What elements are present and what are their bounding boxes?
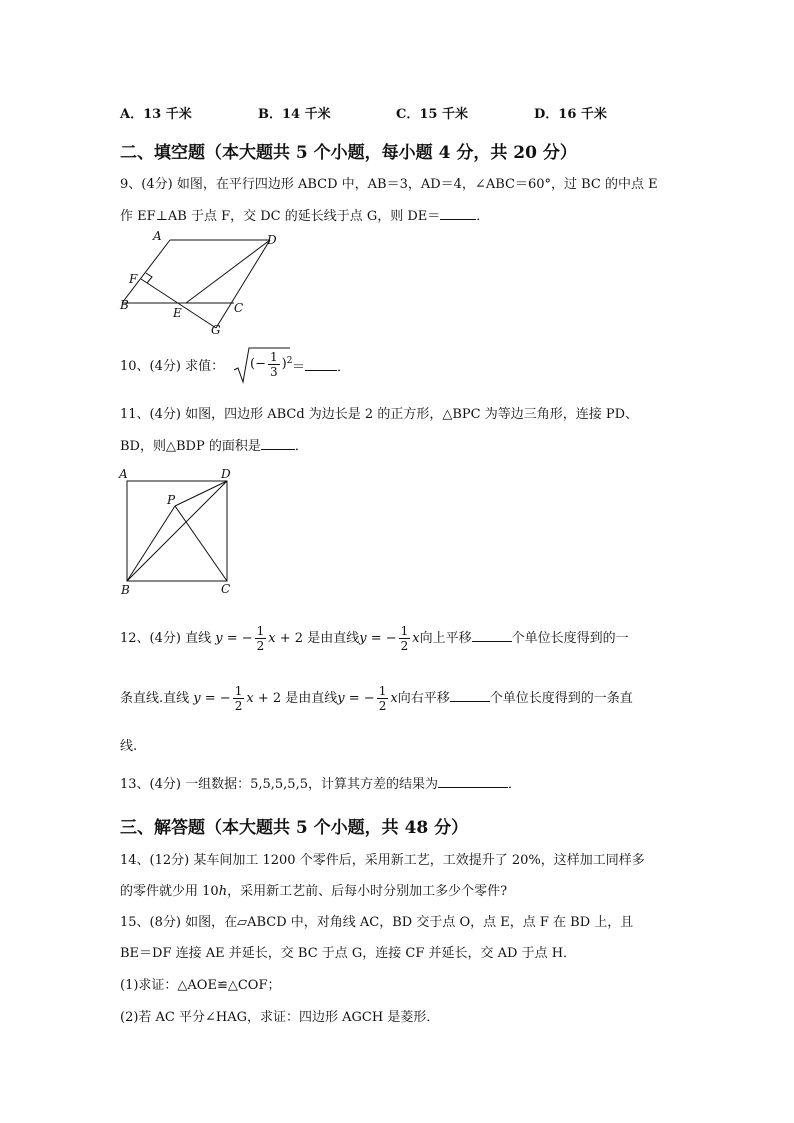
option-b: B．14 千米 bbox=[258, 107, 331, 122]
q12-eq-4: = − bbox=[344, 691, 375, 706]
q12-blank-2 bbox=[450, 689, 490, 702]
q12-prefix: 12、(4分) 直线 bbox=[120, 631, 212, 646]
q14-line2-b: ，采用新工艺前、后每小时分别加工多少个零件? bbox=[227, 884, 508, 899]
q15-line3: (1)求证：△AOE≌△COF； bbox=[120, 978, 281, 993]
q12-tail1: 个单位长度得到的一 bbox=[511, 631, 629, 646]
q13-line bbox=[120, 775, 521, 794]
q15-line2: BE＝DF 连接 AE 并延长，交 BC 于点 G，连接 CF 并延长，交 AD 于点 H． bbox=[120, 946, 577, 961]
q12-frac-4-num: 1 bbox=[378, 684, 387, 698]
q12-frac-4 bbox=[377, 684, 389, 713]
q9-end: ． bbox=[476, 209, 490, 224]
q9-segment-de bbox=[186, 240, 270, 303]
q12-frac-3-num: 1 bbox=[234, 684, 243, 698]
q12-x-4: x bbox=[390, 691, 398, 706]
q13-prefix: 13、(4分) 一组数据： bbox=[120, 777, 251, 792]
q11-figure bbox=[115, 464, 245, 600]
q12-line2 bbox=[120, 680, 633, 718]
q13-data: 5,5,5,5,5 bbox=[250, 777, 308, 792]
q12-y-2: y bbox=[359, 631, 367, 646]
q12-frac-4-den: 2 bbox=[378, 699, 387, 713]
q11-answer-blank bbox=[261, 437, 295, 450]
q9-answer-blank bbox=[440, 207, 476, 220]
q12-x-1: x bbox=[268, 631, 276, 646]
q10-num: 1 bbox=[269, 350, 278, 364]
q10-radicand bbox=[250, 350, 292, 384]
option-a: A．13 千米 bbox=[120, 107, 192, 122]
q12-eq-2: = − bbox=[366, 631, 397, 646]
q12-eq-3: = − bbox=[200, 691, 231, 706]
option-c: C．15 千米 bbox=[396, 107, 468, 122]
q11-diagonal-bd bbox=[127, 481, 227, 581]
q9-label-b: B bbox=[120, 298, 129, 312]
q11-label-p: P bbox=[167, 493, 176, 507]
q10-eq: ＝ bbox=[292, 360, 306, 375]
q12-right: 向右平移 bbox=[397, 691, 450, 706]
q12-eq-1: = − bbox=[222, 631, 253, 646]
q9-label-d: D bbox=[267, 233, 277, 247]
q12-frac-3-den: 2 bbox=[234, 699, 243, 713]
q9-line2-text: 作 EF⊥AB 于点 F，交 DC 的延长线于点 G，则 DE＝ bbox=[120, 209, 441, 224]
q12-y-4: y bbox=[337, 691, 345, 706]
q12-frac-2 bbox=[399, 624, 411, 653]
q11-segment-pc bbox=[175, 506, 227, 581]
q11-line1: 11、(4分) 如图，四边形 ABCd 为边长是 2 的正方形，△BPC 为等边三角形，连接 PD、 bbox=[120, 407, 639, 422]
q10-lparen: (− bbox=[250, 356, 266, 372]
q14-line2 bbox=[120, 883, 507, 901]
q12-frac-2-den: 2 bbox=[400, 639, 409, 653]
q11-line2-text: BD，则△BDP 的面积是 bbox=[120, 439, 261, 454]
q9-label-a: A bbox=[153, 229, 162, 243]
q15-line4: (2)若 AC 平分∠HAG，求证：四边形 AGCH 是菱形． bbox=[120, 1010, 440, 1025]
q12-line3: 线. bbox=[120, 739, 138, 754]
q9-line1: 9、(4分) 如图，在平行四边形 ABCD 中，AB＝3，AD＝4，∠ABC＝60°，过 BC 的中点 E bbox=[120, 177, 658, 192]
q9-figure bbox=[110, 228, 290, 338]
q10-answer-blank bbox=[305, 358, 337, 371]
q12-x-3: x bbox=[246, 691, 254, 706]
q12-blank-1 bbox=[472, 629, 512, 642]
q12-mid2: 是由直线 bbox=[285, 691, 338, 706]
q10-den: 3 bbox=[269, 365, 278, 379]
q15-line1: 15、(8分) 如图，在▱ABCD 中，对角线 AC，BD 交于点 O，点 E，点 F 在 BD 上，且 bbox=[120, 915, 634, 930]
q12-mid1: 是由直线 bbox=[307, 631, 360, 646]
section2-heading: 二、填空题（本大题共 5 个小题，每小题 4 分，共 20 分） bbox=[120, 143, 577, 163]
q9-label-e: E bbox=[173, 306, 182, 320]
q12-frac-2-num: 1 bbox=[400, 624, 409, 638]
q12-up: 向上平移 bbox=[419, 631, 472, 646]
q11-label-d: D bbox=[221, 467, 231, 481]
q10-exponent: 2 bbox=[286, 356, 293, 366]
q9-line2 bbox=[120, 207, 489, 226]
q9-label-f: F bbox=[129, 272, 138, 286]
section3-heading: 三、解答题（本大题共 5 个小题，共 48 分） bbox=[120, 818, 469, 838]
q12-line1 bbox=[120, 620, 629, 658]
q12-x-2: x bbox=[412, 631, 420, 646]
q13-mid: ，计算其方差的结果为 bbox=[307, 777, 438, 792]
q9-right-angle-mark bbox=[146, 273, 152, 283]
q11-label-a: A bbox=[119, 467, 128, 481]
q10-rparen: ) bbox=[281, 356, 287, 372]
q13-end: ． bbox=[508, 777, 522, 792]
q11-label-b: B bbox=[121, 583, 130, 597]
q12-plus-1: + 2 bbox=[275, 631, 304, 646]
q11-line2 bbox=[120, 437, 308, 456]
q12-frac-1-num: 1 bbox=[256, 624, 265, 638]
q12-l2-prefix: 条直线.直线 bbox=[120, 691, 190, 706]
q12-frac-3 bbox=[233, 684, 245, 713]
q11-end: ． bbox=[294, 439, 308, 454]
q10-line bbox=[120, 358, 224, 376]
q12-tail2: 个单位长度得到的一条直 bbox=[489, 691, 633, 706]
q10-fraction bbox=[268, 350, 280, 379]
q12-plus-3: + 2 bbox=[253, 691, 282, 706]
q12-y-3: y bbox=[193, 691, 201, 706]
q13-answer-blank bbox=[438, 775, 508, 788]
q14-line1: 14、(12分) 某车间加工 1200 个零件后，采用新工艺，工效提升了 20%，这样加工同样多 bbox=[120, 853, 645, 868]
q12-frac-1 bbox=[255, 624, 267, 653]
q11-segment-bp bbox=[127, 506, 175, 581]
q10-end: ． bbox=[337, 360, 351, 375]
q11-segment-pd bbox=[175, 481, 227, 506]
q11-label-c: C bbox=[221, 582, 231, 596]
q14-line2-h: h bbox=[218, 884, 228, 899]
q10-answer bbox=[292, 358, 350, 377]
q14-line2-a: 的零件就少用 10 bbox=[120, 884, 219, 899]
q10-prefix: 10、(4分) 求值： bbox=[120, 359, 225, 374]
q9-label-c: C bbox=[234, 301, 244, 315]
option-d: D．16 千米 bbox=[534, 107, 607, 122]
q9-label-g: G bbox=[211, 323, 221, 337]
q12-frac-1-den: 2 bbox=[256, 639, 265, 653]
q12-y-1: y bbox=[215, 631, 223, 646]
